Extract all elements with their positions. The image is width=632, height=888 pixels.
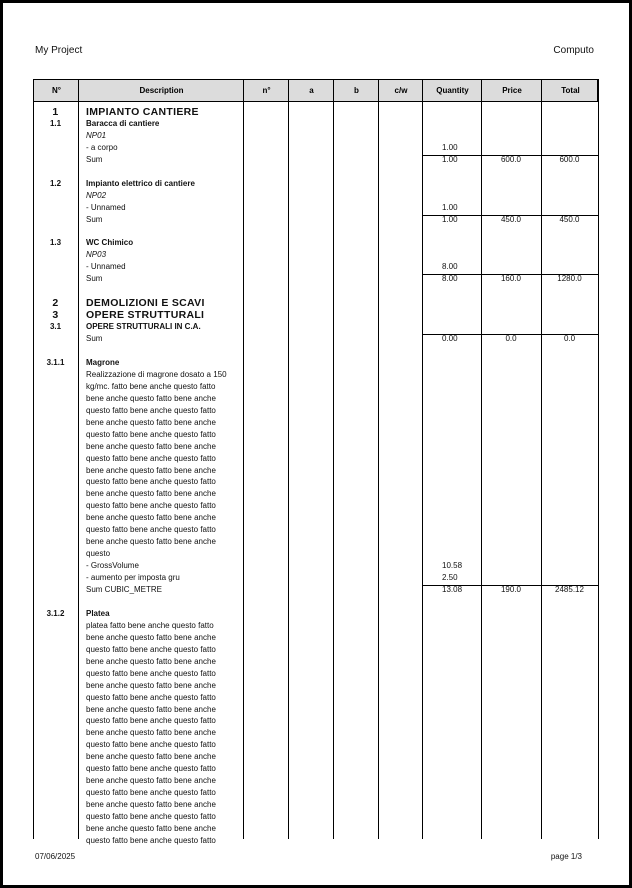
sum-rule	[422, 334, 598, 335]
sum-rule	[422, 155, 598, 156]
column-header-cw: c/w	[394, 86, 408, 95]
cell-desc: OPERE STRUTTURALI IN C.A.	[86, 322, 201, 332]
cell-price: 160.0	[500, 274, 522, 284]
cell-no: 1.2	[49, 178, 62, 188]
cell-desc: questo fatto bene anche questo fatto	[86, 740, 216, 750]
column-divider	[481, 79, 482, 839]
cell-desc: questo fatto bene anche questo fatto	[86, 644, 216, 654]
computo-table	[33, 79, 598, 845]
cell-desc: Baracca di cantiere	[86, 118, 160, 128]
cell-desc: questo fatto bene anche questo fatto	[86, 501, 216, 511]
cell-qty: 8.00	[442, 262, 458, 272]
cell-desc: questo fatto bene anche questo fatto	[86, 812, 216, 822]
cell-no: 3.1.1	[46, 357, 65, 367]
cell-desc: questo fatto bene anche questo fatto	[86, 668, 216, 678]
cell-desc: questo fatto bene anche questo fatto	[86, 716, 216, 726]
cell-no: 3.1	[49, 322, 62, 332]
cell-desc: IMPIANTO CANTIERE	[86, 106, 199, 118]
cell-desc: bene anche questo fatto bene anche	[86, 417, 216, 427]
cell-desc: Sum CUBIC_METRE	[86, 585, 163, 594]
cell-desc: WC Chimico	[86, 238, 134, 248]
column-divider	[541, 79, 542, 839]
cell-desc: questo fatto bene anche questo fatto	[86, 453, 216, 463]
cell-total: 0.0	[563, 334, 576, 344]
cell-desc: questo fatto bene anche questo fatto	[86, 429, 216, 439]
cell-desc: bene anche questo fatto bene anche	[86, 489, 216, 499]
cell-desc: bene anche questo fatto bene anche	[86, 513, 216, 523]
cell-desc: bene anche questo fatto bene anche	[86, 680, 216, 690]
cell-qty: 1.00	[442, 202, 458, 212]
cell-qty: 13.08	[442, 585, 463, 594]
print-date: 07/06/2025	[35, 852, 76, 861]
cell-desc: Sum	[86, 274, 103, 284]
cell-no: 1.1	[49, 118, 62, 128]
cell-desc: - GrossVolume	[86, 561, 139, 571]
cell-qty: 1.00	[442, 214, 458, 224]
cell-qty: 8.00	[442, 274, 458, 284]
column-header-n: n°	[262, 86, 271, 95]
cell-total: 2485.12	[555, 585, 584, 594]
cell-desc: bene anche questo fatto bene anche	[86, 465, 216, 475]
cell-qty: 0.00	[442, 334, 458, 344]
cell-desc: questo fatto bene anche questo fatto	[86, 692, 216, 702]
column-divider	[33, 79, 34, 839]
column-divider	[288, 79, 289, 839]
column-header-b: b	[354, 86, 359, 95]
cell-desc: - Unnamed	[86, 202, 126, 212]
cell-price: 190.0	[500, 585, 522, 594]
cell-qty: 2.50	[442, 573, 458, 583]
cell-no: 1.3	[49, 238, 62, 248]
cell-desc: questo fatto bene anche questo fatto	[86, 835, 216, 845]
cell-no: 2	[52, 297, 59, 310]
cell-desc: Sum	[86, 334, 103, 344]
cell-desc: DEMOLIZIONI E SCAVI	[86, 297, 205, 310]
cell-desc: - a corpo	[86, 142, 118, 152]
cell-desc: NP01	[86, 130, 107, 140]
cell-desc: questo fatto bene anche questo fatto	[86, 477, 216, 487]
cell-desc: bene anche questo fatto bene anche	[86, 728, 216, 738]
cell-desc: Realizzazione di magrone dosato a 150	[86, 369, 227, 379]
column-header-desc: Description	[139, 86, 184, 95]
cell-desc: Magrone	[86, 357, 120, 367]
cell-total: 1280.0	[557, 274, 582, 284]
cell-desc: bene anche questo fatto bene anche	[86, 704, 216, 714]
column-divider	[78, 79, 79, 839]
cell-desc: kg/mc. fatto bene anche questo fatto	[86, 381, 216, 391]
cell-desc: Impianto elettrico di cantiere	[86, 178, 195, 188]
cell-desc: questo fatto bene anche questo fatto	[86, 788, 216, 798]
cell-desc: questo	[86, 549, 111, 559]
column-header-a: a	[309, 86, 314, 95]
cell-qty: 1.00	[442, 142, 458, 152]
column-header-qty: Quantity	[436, 86, 469, 95]
project-title: My Project	[35, 45, 83, 56]
cell-desc: NP02	[86, 190, 107, 200]
sum-rule	[422, 215, 598, 216]
cell-desc: bene anche questo fatto bene anche	[86, 441, 216, 451]
cell-price: 600.0	[500, 154, 522, 164]
column-divider	[598, 79, 599, 839]
cell-desc: questo fatto bene anche questo fatto	[86, 405, 216, 415]
cell-total: 450.0	[559, 214, 580, 224]
cell-desc: platea fatto bene anche questo fatto	[86, 620, 214, 630]
cell-price: 450.0	[500, 214, 522, 224]
column-divider	[333, 79, 334, 839]
cell-desc: - Unnamed	[86, 262, 126, 272]
cell-qty: 1.00	[442, 154, 458, 164]
cell-desc: bene anche questo fatto bene anche	[86, 656, 216, 666]
cell-desc: bene anche questo fatto bene anche	[86, 776, 216, 786]
table-header	[33, 79, 598, 102]
column-divider	[422, 79, 423, 839]
cell-desc: bene anche questo fatto bene anche	[86, 632, 216, 642]
cell-no: 3.1.2	[46, 608, 65, 618]
cell-no: 3	[52, 309, 59, 322]
cell-total: 600.0	[559, 154, 580, 164]
cell-desc: bene anche questo fatto bene anche	[86, 800, 216, 810]
cell-desc: OPERE STRUTTURALI	[86, 309, 205, 322]
document-page	[3, 3, 629, 885]
cell-no: 1	[52, 106, 59, 118]
column-header-total: Total	[561, 86, 580, 95]
cell-desc: Platea	[86, 608, 110, 618]
sum-rule	[422, 274, 598, 275]
cell-price: 0.0	[505, 334, 517, 344]
cell-desc: questo fatto bene anche questo fatto	[86, 764, 216, 774]
column-divider	[378, 79, 379, 839]
cell-desc: questo fatto bene anche questo fatto	[86, 525, 216, 535]
cell-desc: bene anche questo fatto bene anche	[86, 824, 216, 833]
column-header-price: Price	[502, 86, 522, 95]
cell-desc: NP03	[86, 250, 107, 260]
sum-rule	[422, 585, 598, 586]
cell-desc: bene anche questo fatto bene anche	[86, 393, 216, 403]
column-header-no: N°	[52, 86, 61, 95]
cell-desc: Sum	[86, 154, 103, 164]
cell-desc: bene anche questo fatto bene anche	[86, 752, 216, 762]
cell-desc: bene anche questo fatto bene anche	[86, 537, 216, 547]
page-number: page 1/3	[550, 852, 582, 861]
document-kind: Computo	[553, 45, 594, 56]
cell-desc: - aumento per imposta gru	[86, 573, 180, 583]
cell-qty: 10.58	[442, 561, 463, 571]
cell-desc: Sum	[86, 214, 103, 224]
